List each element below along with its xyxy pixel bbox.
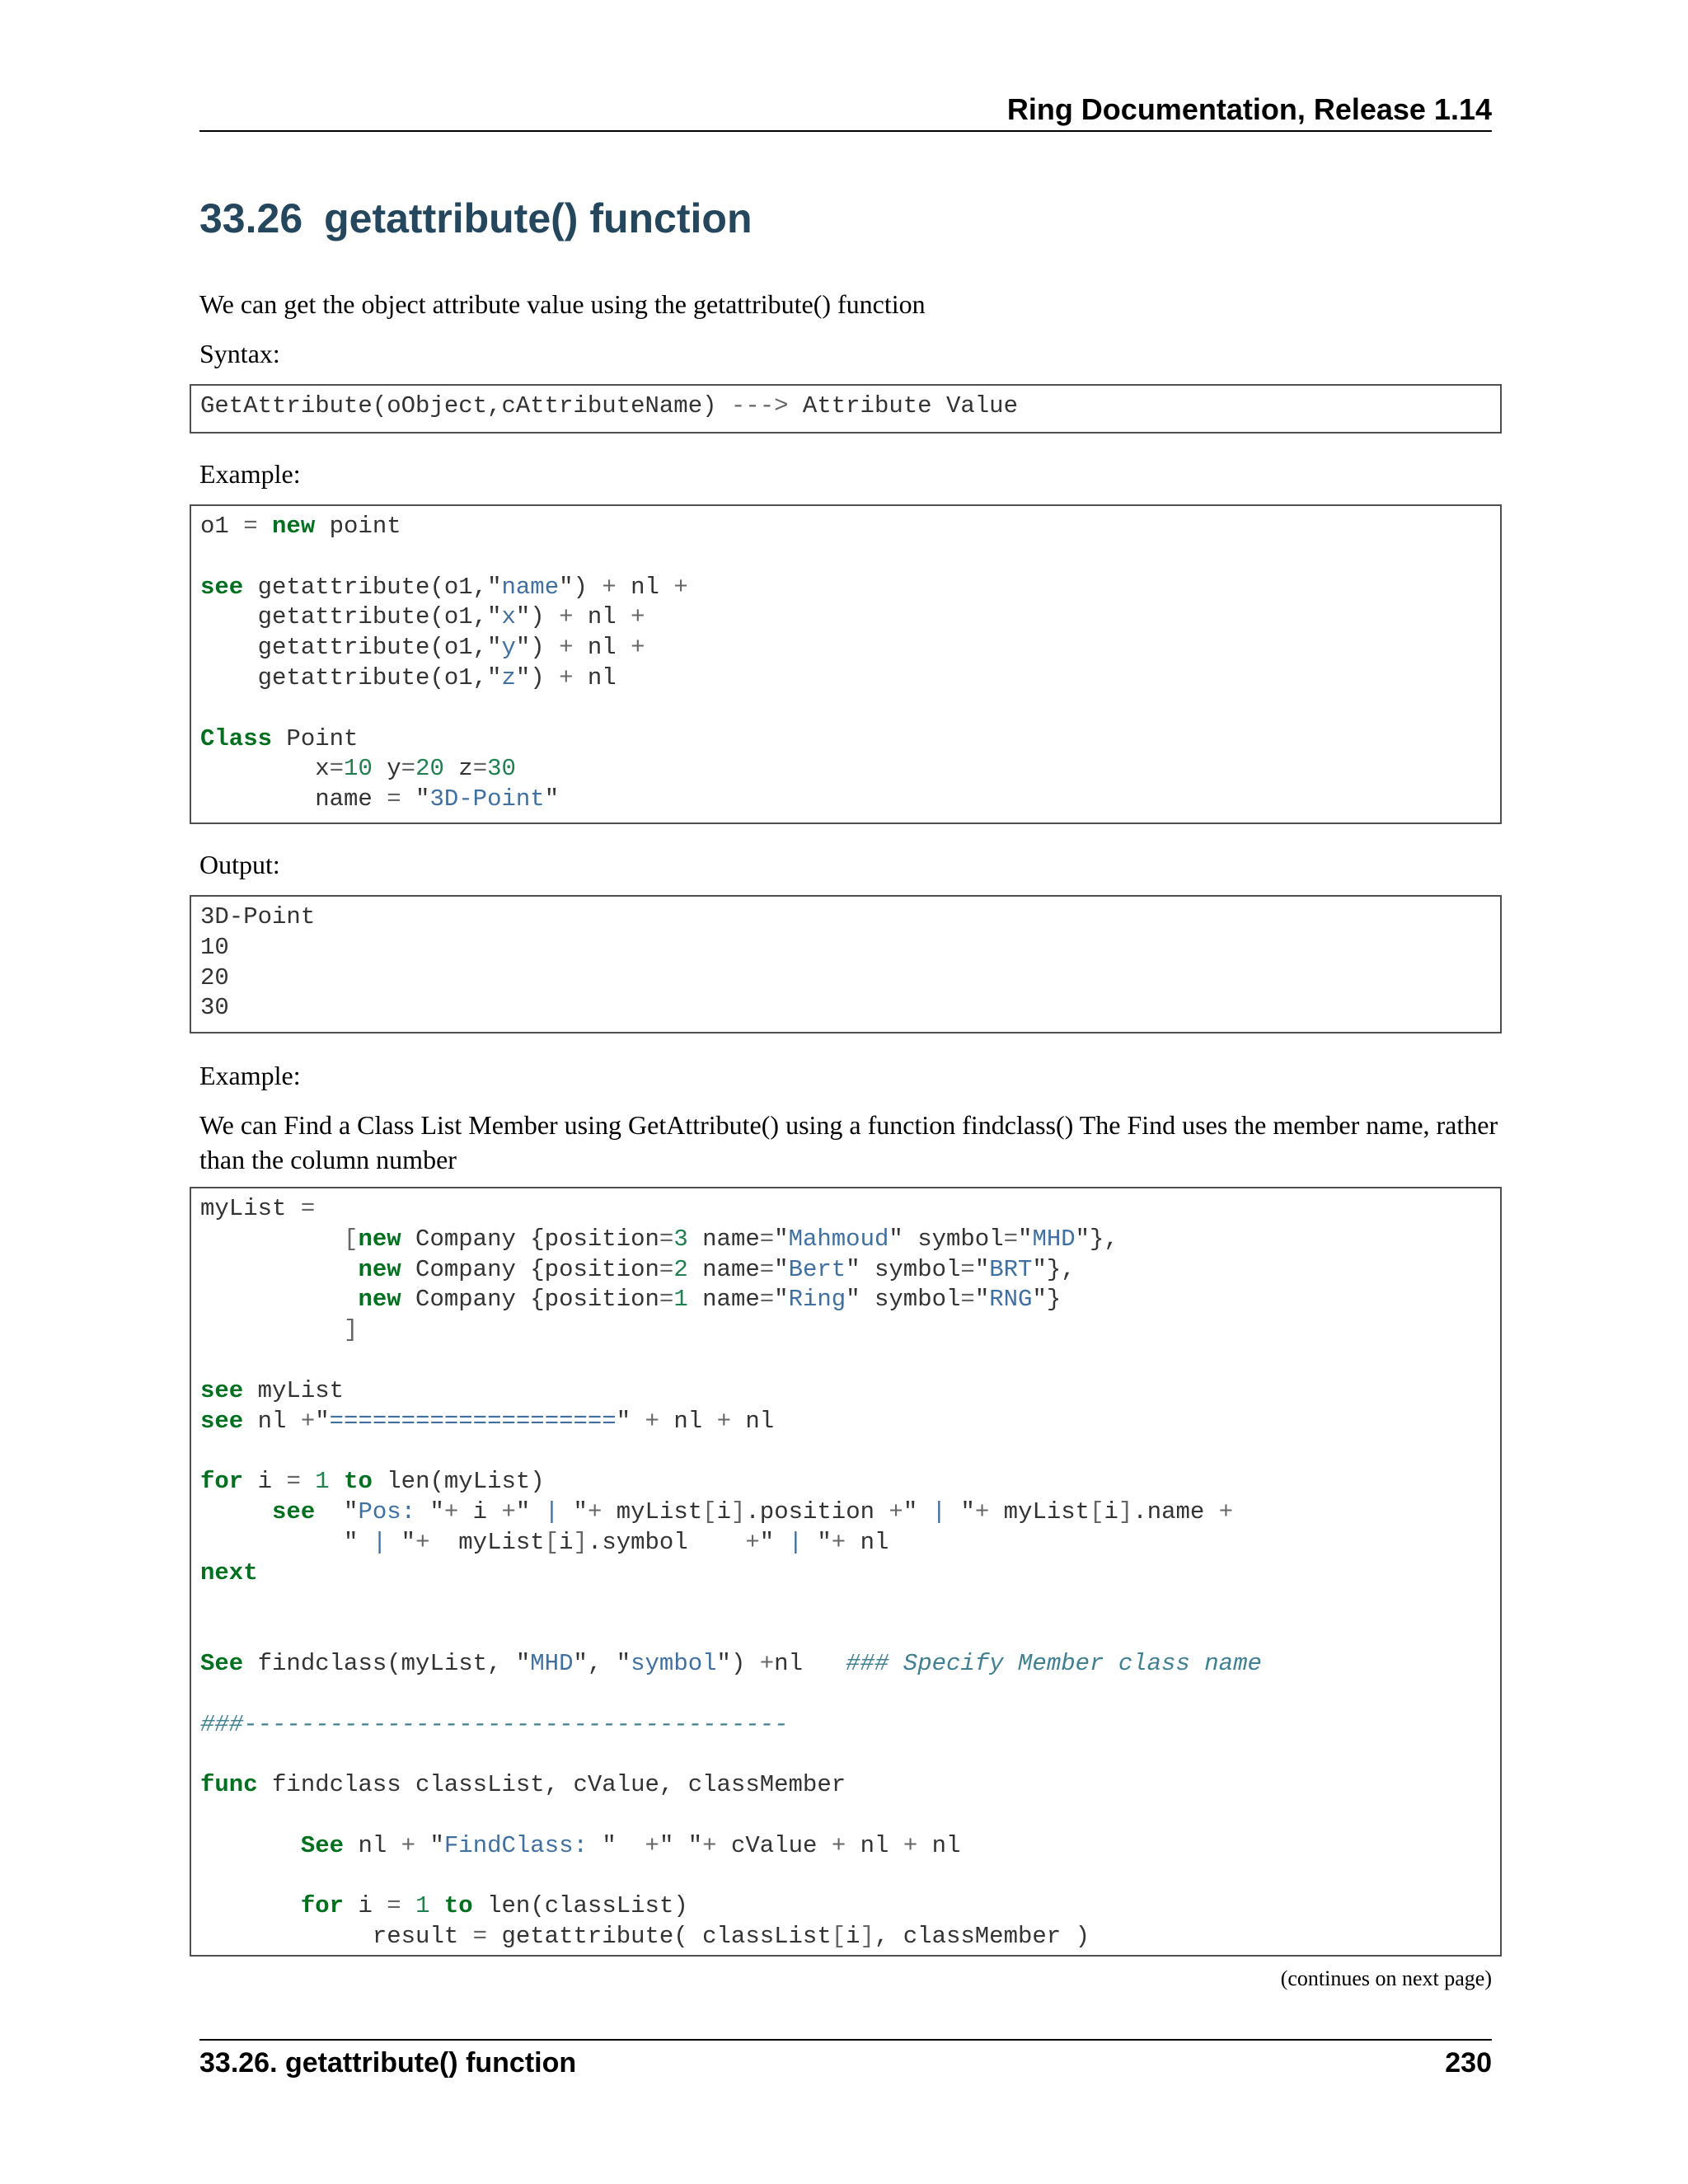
header-divider	[199, 130, 1492, 132]
output-code-block	[190, 895, 1502, 1033]
section-heading	[199, 194, 753, 242]
example-code: o1 = new point see getattribute(o1,"name") + nl + getattribute(o1,"x") + nl + getattribute(o1,"y") + nl + getattribute(o1,"z") + nl Class Point x=10 y=20 z=30 name = "3D-Point"	[200, 513, 688, 813]
footer-divider	[199, 2039, 1492, 2041]
syntax-code-block	[190, 384, 1502, 434]
output-code: 3D-Point 10 20 30	[200, 903, 316, 1022]
example2-label: Example:	[199, 1061, 301, 1090]
findclass-code-block	[190, 1187, 1502, 1957]
page-number: 230	[1445, 2047, 1492, 2079]
running-header: Ring Documentation, Release 1.14	[1006, 92, 1492, 126]
section-title-text: getattribute() function	[324, 195, 753, 241]
findclass-code: myList = [new Company {position=3 name="Mahmoud" symbol="MHD"}, new Company {position=2 name="Bert" symbol="BRT"}, new Company {position=1 name="Ring" symbol="RNG"} ] see myList see nl +"====================" + nl + nl for i = 1 to len(myList) see "Pos: "+ i +" | "+ myList[i].position +" | "+ myList[i].name + " | "+ myList[i].symbol +" | "+ nl next See findclass(myList, "MHD", "symbol") +nl ### Specify Member class name ###-------------------------------------- func findclass classList, cValue, classMember See nl + "FindClass: " +" "+ cValue + nl + nl for i = 1 to len(classList) result = getattribute( classList[i], classMember )	[200, 1195, 1262, 1951]
intro-paragraph: We can get the object attribute value using the getattribute() function	[199, 289, 926, 319]
example-label: Example:	[199, 459, 301, 489]
continues-note: (continues on next page)	[1280, 1966, 1492, 1990]
example2-description: We can Find a Class List Member using GetAttribute() using a function findclass() The Find uses the member name, rather than the column number	[199, 1110, 1498, 1174]
syntax-label: Syntax:	[199, 339, 280, 368]
section-number: 33.26	[199, 195, 303, 241]
output-label: Output:	[199, 850, 280, 879]
example-code-block	[190, 504, 1502, 824]
syntax-code: GetAttribute(oObject,cAttributeName) ---> Attribute Value	[200, 392, 1018, 419]
footer-section: 33.26. getattribute() function	[199, 2047, 577, 2079]
